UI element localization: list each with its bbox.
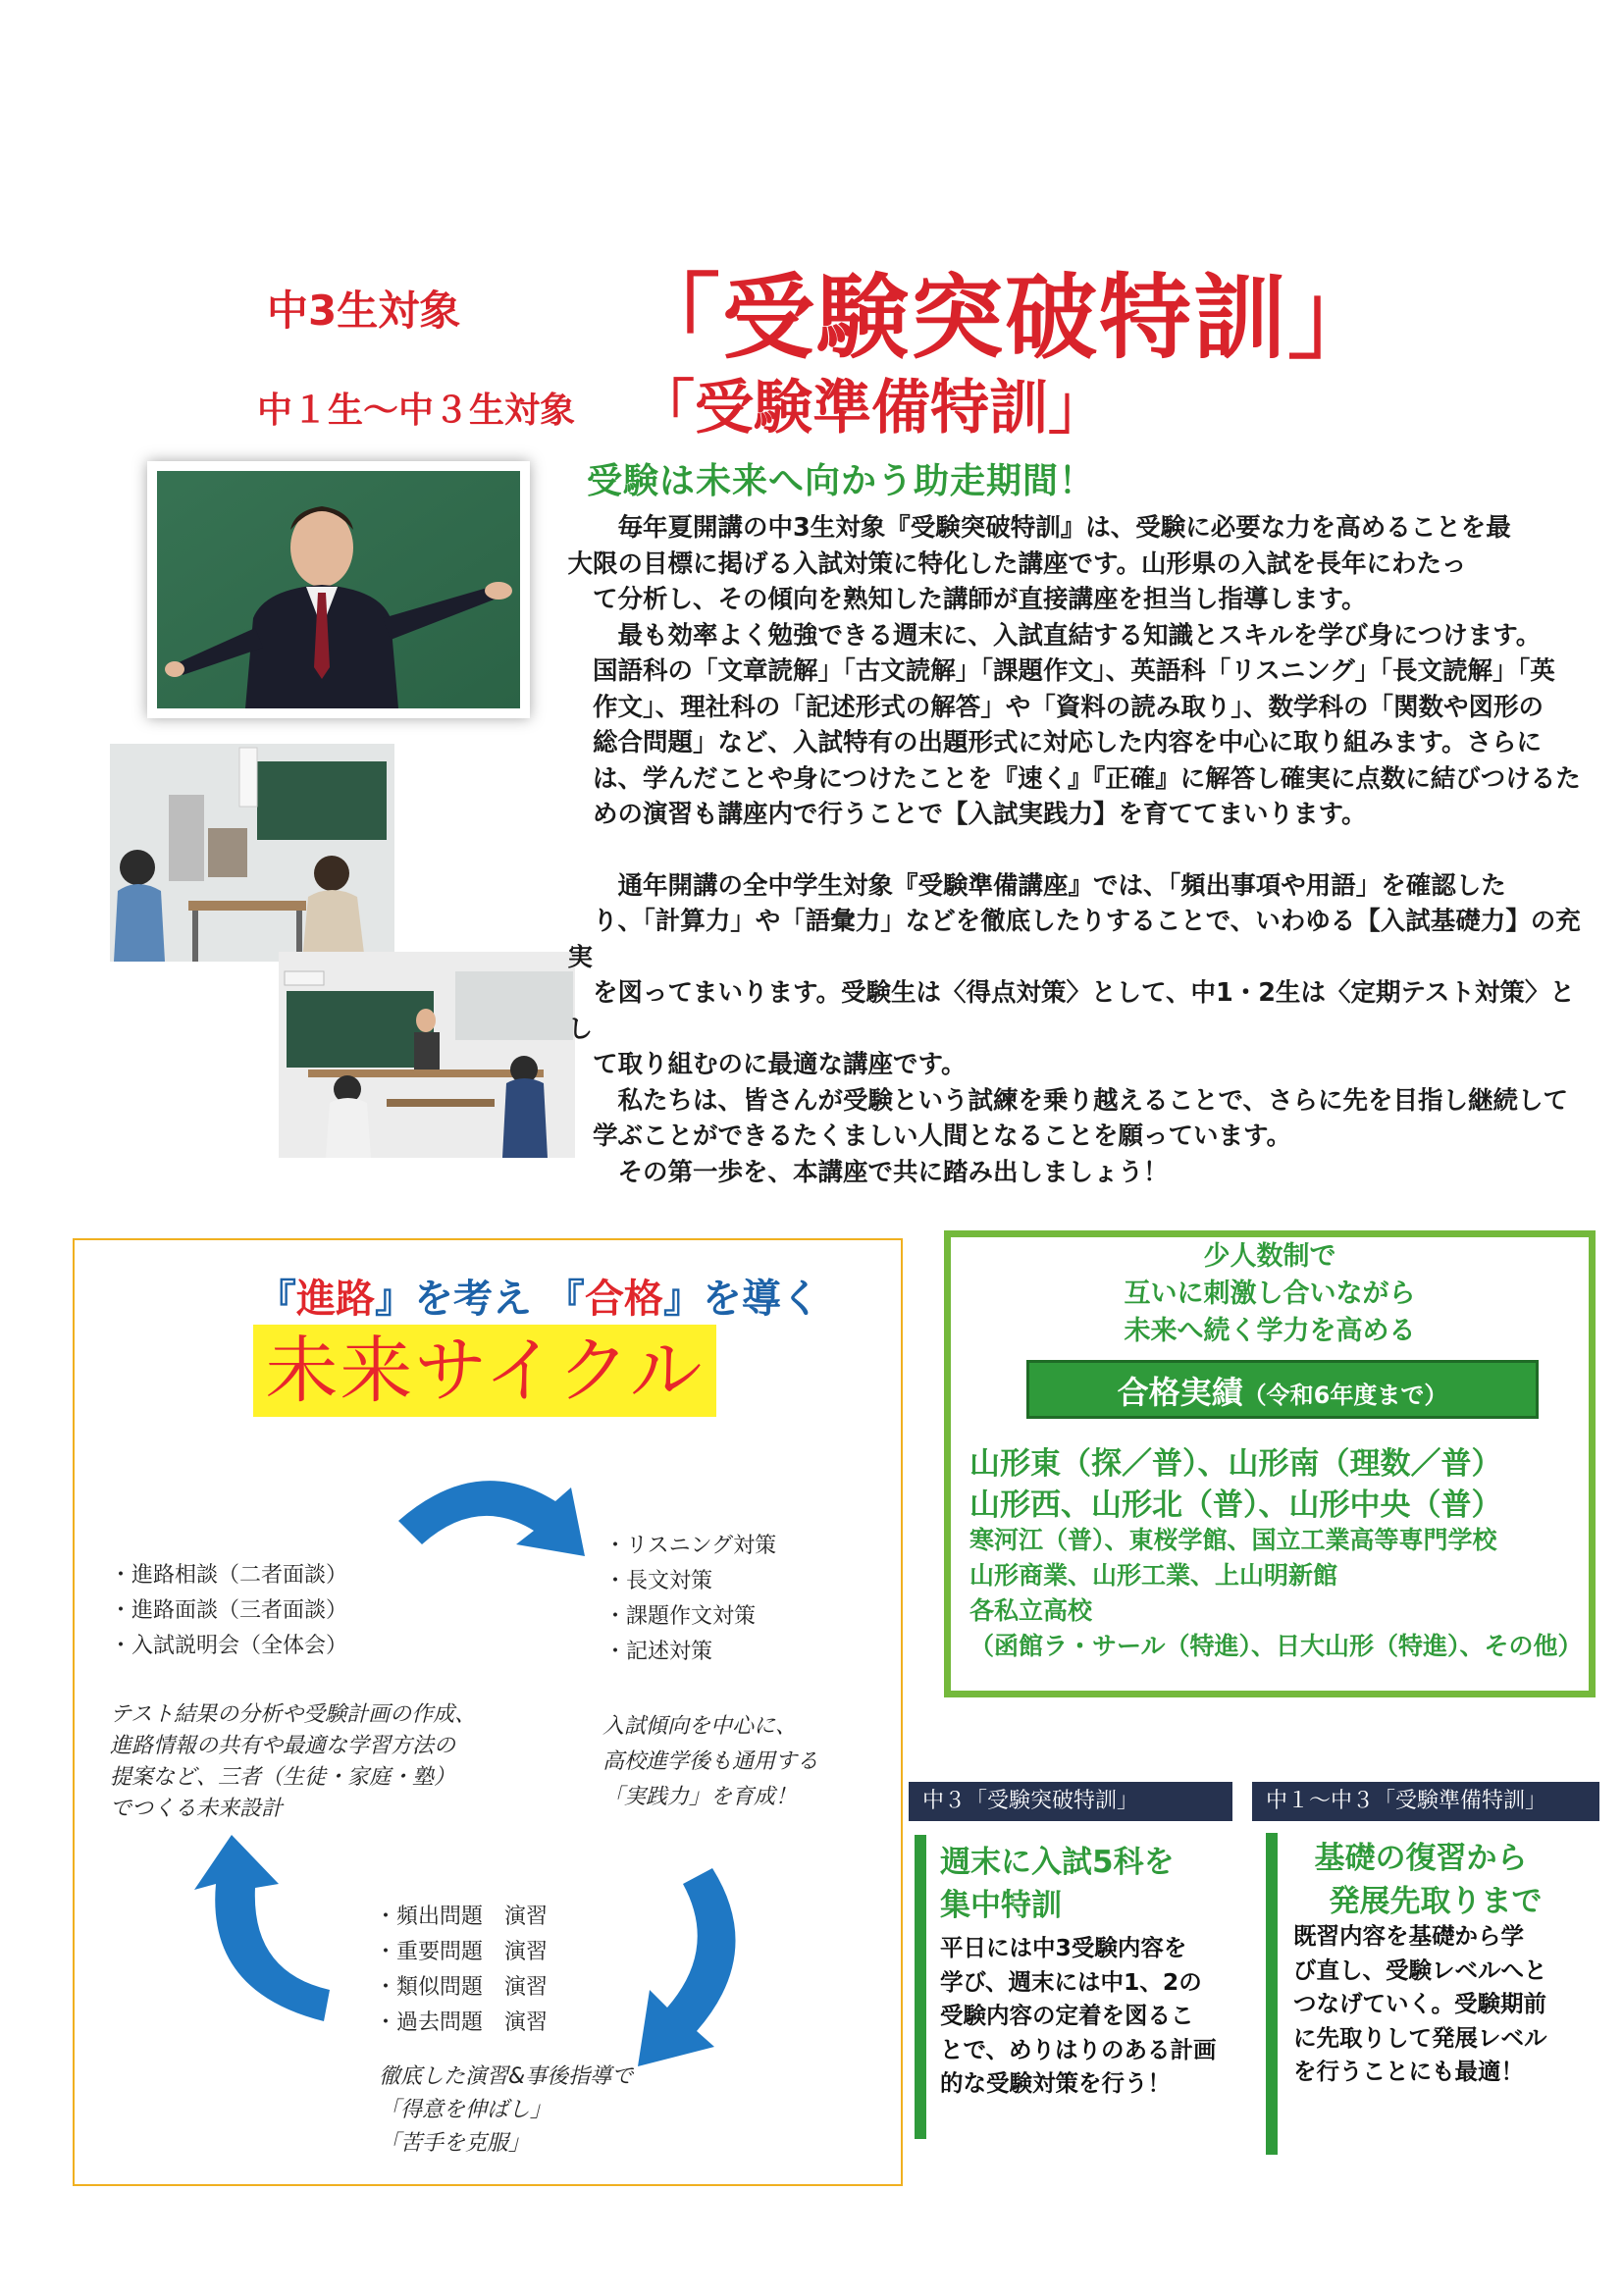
text-line: 高校進学後も通用する: [602, 1749, 819, 1774]
course-head-toppa: [940, 1841, 1175, 1927]
arrow-right-icon: [628, 1864, 756, 2080]
arrow-top-icon: [389, 1462, 604, 1570]
paragraph-2: [593, 618, 1584, 833]
list-item: ・ 記述対策: [604, 1635, 776, 1670]
course-bar-junbi: [1266, 1833, 1278, 2155]
course-title-juken-junbi: 「受験準備特訓」: [636, 374, 1107, 443]
text-line: 作文」、理社科の「記述形式の解答」や「資料の読み取り」、数学科の「関数や図形の: [593, 692, 1544, 722]
target-grade-1-3: 中１生～中３生対象: [257, 390, 576, 431]
text-line: を行うことにも最適！: [1293, 2058, 1524, 2085]
cycle-bottom-list: [375, 1900, 548, 2041]
text-line: 既習内容を基礎から学: [1293, 1922, 1524, 1950]
text-line: 大限の目標に掲げる入試対策に特化した講座です。山形県の入試を長年にわたっ: [567, 548, 1467, 579]
text-line: テスト結果の分析や受験計画の作成、: [110, 1702, 477, 1727]
result-line: 各私立高校: [969, 1596, 1093, 1625]
result-line: 山形商業、山形工業、上山明新館: [969, 1561, 1338, 1590]
text-line: 「実践力」を育成！: [602, 1785, 798, 1809]
text-line: 入試傾向を中心に、: [602, 1714, 798, 1739]
cycle-bottom-desc: [379, 2061, 633, 2161]
text-line: めの演習も講座内で行うことで【入試実践力】を育ててまいります。: [593, 800, 1367, 829]
results-bar-label: 合格実績: [1117, 1374, 1243, 1411]
text-line: 学ぶことができるたくましい人間となることを願っています。: [593, 1122, 1291, 1151]
teacher-photo-illustration: [157, 471, 520, 708]
paragraph-3: [567, 868, 1584, 1083]
cycle-heading-part: 『: [257, 1277, 296, 1322]
text-line: 毎年夏開講の中3生対象『受験突破特訓』は、受験に必要な力を高めることを最: [617, 513, 1511, 543]
text-line: 総合問題」など、入試特有の出題形式に対応した内容を中心に取り組みます。さらに: [593, 728, 1542, 757]
cycle-heading-goukaku: 合格: [584, 1277, 663, 1322]
results-intro: [944, 1238, 1596, 1350]
text-line: とで、めりはりのある計画: [940, 2035, 1217, 2063]
paragraph-4: [593, 1083, 1584, 1155]
text-line: 進路情報の共有や最適な学習方法の: [110, 1734, 456, 1758]
classroom-photo-2-illustration: [279, 952, 575, 1158]
cycle-left-list: [110, 1558, 347, 1664]
course-head-junbi: [1293, 1837, 1548, 1923]
cycle-right-list: [604, 1529, 776, 1670]
text-line: 国語科の「文章読解」「古文読解」「課題作文」、英語科「リスニング」「長文読解」「英: [593, 656, 1555, 686]
text-line: 未来へ続く学力を高める: [1124, 1316, 1416, 1346]
cycle-right-desc: [602, 1709, 818, 1815]
intro-text: [567, 510, 1584, 1190]
classroom-photo-1: [110, 744, 394, 962]
paragraph-1: [567, 510, 1584, 618]
text-line: 集中特訓: [940, 1888, 1062, 1923]
course-body-toppa: [940, 1931, 1217, 2101]
text-line: 提案など、三者（生徒・家庭・塾）: [110, 1765, 456, 1790]
text-line: 徹底した演習&事後指導で: [379, 2064, 634, 2089]
text-line: 「苦手を克服」: [379, 2131, 531, 2156]
list-item: ・ 課題作文対策: [604, 1599, 776, 1635]
course-tab-junbi: 中１～中３「受験準備特訓」: [1252, 1782, 1599, 1821]
text-line: 週末に入試5科を: [940, 1845, 1175, 1880]
course-body-junbi: [1293, 1919, 1547, 2089]
text-line: 平日には中3受験内容を: [940, 1934, 1187, 1961]
cycle-heading: [257, 1268, 820, 1324]
course-tab-toppa: 中３「受験突破特訓」: [909, 1782, 1232, 1821]
text-line: その第一歩を、本講座で共に踏み出しましょう！: [617, 1157, 1169, 1187]
text-line: に先取りして発展レベル: [1293, 2023, 1547, 2052]
section-subtitle: 受験は未来へ向かう助走期間！: [587, 461, 1096, 501]
list-item: ・ 入試説明会（全体会）: [110, 1629, 347, 1664]
cycle-heading-part: 』を導く: [662, 1277, 820, 1322]
result-line: 寒河江（普）、東桜学館、国立工業高等専門学校: [969, 1526, 1497, 1554]
cycle-title: 未来サイクル: [253, 1325, 716, 1417]
text-line: 私たちは、皆さんが受験という試練を乗り越えることで、さらに先を目指し継続して: [617, 1085, 1568, 1116]
text-line: て取り組むのに最適な講座です。: [593, 1050, 967, 1079]
text-line: は、学んだことや身につけたことを『速く』『正確』に解答し確実に点数に結びつけるた: [593, 763, 1581, 794]
course-bar-toppa: [915, 1835, 926, 2139]
list-item: ・ 頻出問題 演習: [375, 1900, 548, 1935]
cycle-heading-shinro: 進路: [296, 1277, 375, 1322]
text-line: て分析し、その傾向を熟知した講師が直接講座を担当し指導します。: [593, 585, 1367, 614]
results-bar-sub: （令和6年度まで）: [1242, 1382, 1448, 1409]
list-item: ・ 進路面談（三者面談）: [110, 1593, 347, 1629]
result-line: （函館ラ・サール（特進）、日大山形（特進）、その他）: [969, 1632, 1583, 1660]
result-line: 山形東（探／普）、山形南（理数／普）: [969, 1446, 1502, 1482]
list-item: ・ 過去問題 演習: [375, 2006, 548, 2041]
list-item: ・ 長文対策: [604, 1564, 776, 1599]
text-line: 的な受験対策を行う！: [940, 2069, 1171, 2097]
text-line: 受験内容の定着を図るこ: [940, 2002, 1194, 2029]
results-bar: [1026, 1360, 1539, 1419]
text-line: 通年開講の全中学生対象『受験準備講座』では、「頻出事項や用語」を確認した: [617, 870, 1506, 901]
paragraph-5: [593, 1155, 1584, 1191]
teacher-photo: [147, 461, 530, 718]
list-item: ・ 進路相談（二者面談）: [110, 1558, 347, 1593]
text-line: び直し、受験レベルへと: [1293, 1956, 1547, 1984]
target-grade-3: 中3生対象: [267, 287, 461, 335]
list-item: ・ 類似問題 演習: [375, 1970, 548, 2006]
arrow-left-icon: [177, 1835, 334, 2041]
text-line: 基礎の復習から: [1314, 1841, 1528, 1876]
text-line: 互いに刺激し合いながら: [1124, 1278, 1416, 1309]
text-line: を図ってまいります。受験生は〈得点対策〉として、中1・2生は〈定期テスト対策〉とし: [567, 978, 1575, 1044]
result-line: 山形西、山形北（普）、山形中央（普）: [969, 1487, 1502, 1523]
text-line: 最も効率よく勉強できる週末に、入試直結する知識とスキルを学び身につけます。: [617, 620, 1542, 651]
text-line: 学び、週末には中1、2の: [940, 1967, 1202, 1996]
cycle-heading-part: 』を考え 『: [375, 1277, 585, 1322]
text-line: でつくる未来設計: [110, 1797, 284, 1821]
classroom-photo-1-illustration: [110, 744, 394, 962]
text-line: 発展先取りまで: [1329, 1884, 1543, 1919]
list-item: ・ 重要問題 演習: [375, 1935, 548, 1970]
text-line: つなげていく。受験期前: [1293, 1990, 1547, 2017]
text-line: 少人数制で: [1203, 1241, 1336, 1272]
text-line: 「得意を伸ばし」: [379, 2098, 552, 2122]
list-item: ・ リスニング対策: [604, 1529, 776, 1564]
cycle-left-desc: [110, 1699, 476, 1825]
classroom-photo-2: [279, 952, 575, 1158]
course-title-juken-toppa: 「受験突破特訓」: [628, 264, 1383, 372]
text-line: り、「計算力」や「語彙力」などを徹底したりすることで、いわゆる【入試基礎力】の充実: [567, 907, 1581, 972]
